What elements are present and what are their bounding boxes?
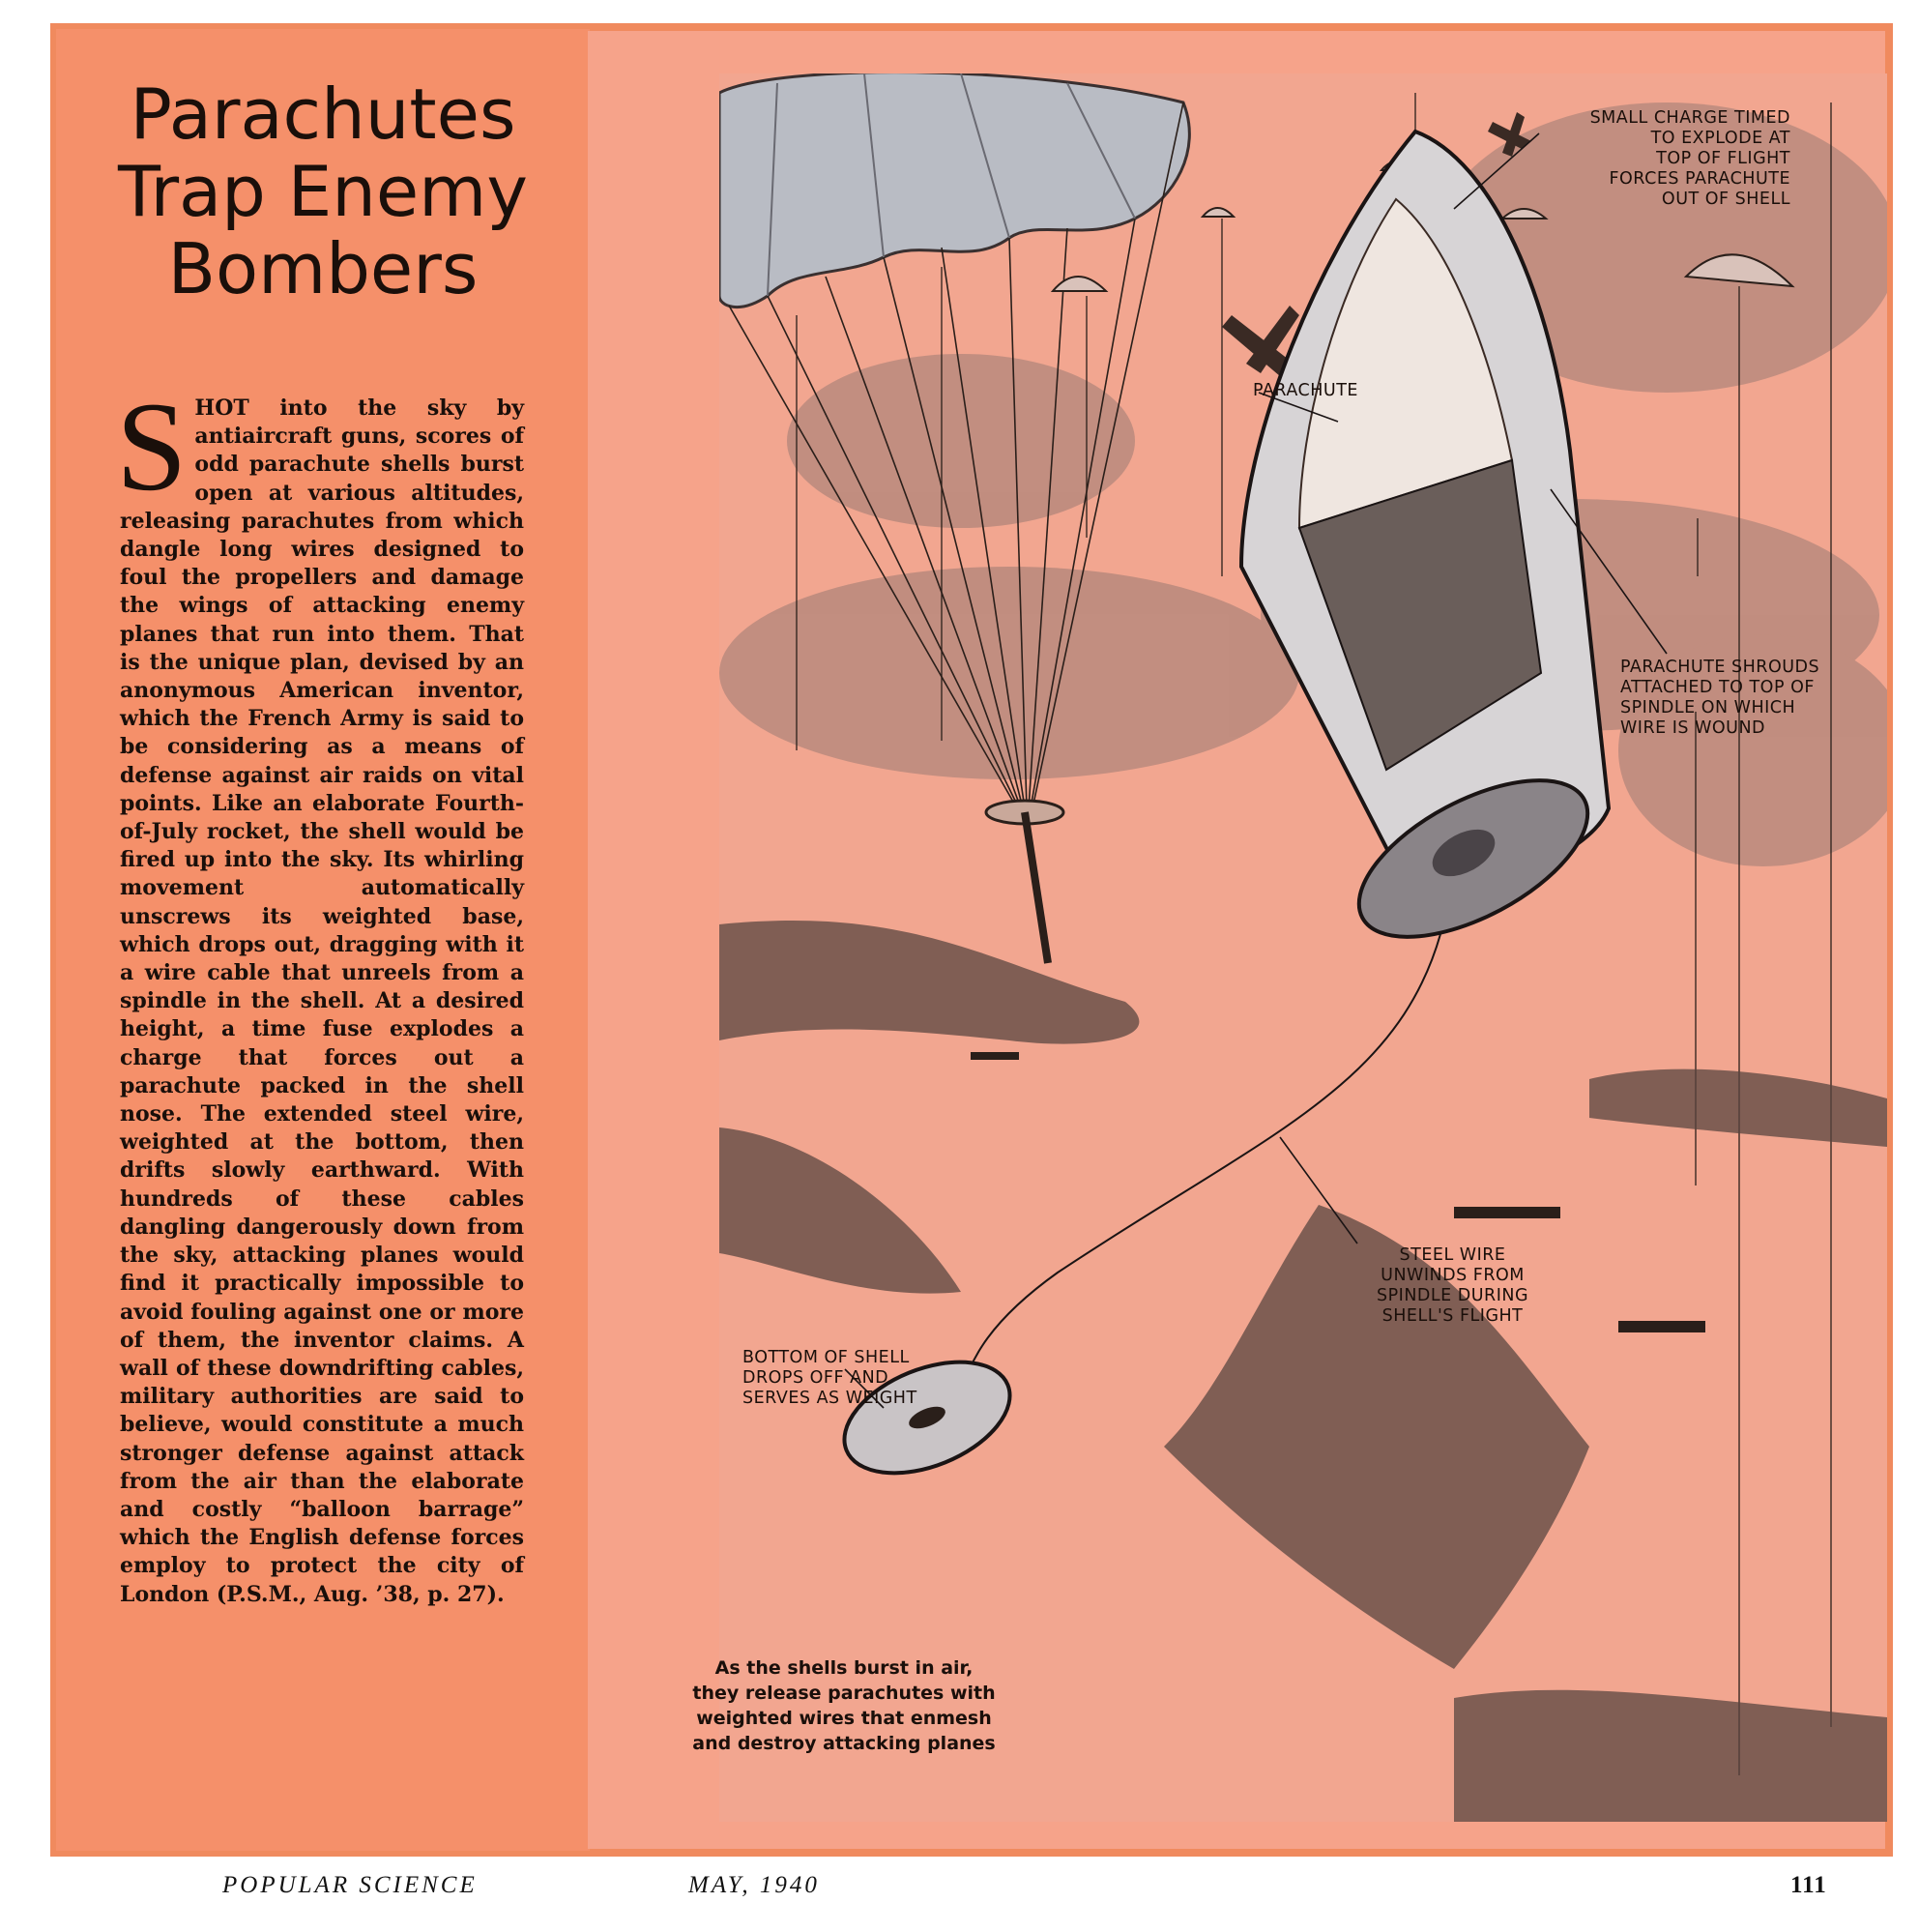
callout-shrouds: PARACHUTE SHROUDS ATTACHED TO TOP OF SPINDLE ON WHICH WIRE IS WOUND: [1620, 658, 1820, 738]
illustration-panel: [588, 31, 1885, 1849]
footer-page-number: 111: [1790, 1872, 1827, 1898]
callout-parachute: PARACHUTE: [1253, 381, 1358, 400]
headline-line-3: Bombers: [167, 228, 479, 309]
illustration: [719, 73, 1887, 1822]
callout-small-charge: SMALL CHARGE TIMED TO EXPLODE AT TOP OF FLIGHT FORCES PARACHUTE OUT OF SHELL: [1589, 108, 1790, 209]
illustration-artwork: [719, 73, 1887, 1822]
spindle-rod: [1025, 812, 1048, 963]
magazine-spread: [50, 23, 1893, 1857]
drop-cap: S: [116, 375, 188, 517]
text-column: [56, 29, 590, 1851]
footer-publication: POPULAR SCIENCE: [222, 1872, 478, 1898]
callout-steel-wire: STEEL WIRE UNWINDS FROM SPINDLE DURING SHELL'S FLIGHT: [1377, 1245, 1529, 1326]
illustration-caption: As the shells burst in air, they release parachutes with weighted wires that enmesh and destroy attacking planes: [692, 1657, 996, 1754]
article-body: [116, 375, 524, 1609]
headline-line-1: Parachutes: [130, 73, 516, 155]
footer-date: MAY, 1940: [688, 1872, 820, 1898]
parachute-canopy-large: [719, 73, 1189, 307]
article-text: HOT into the sky by antiaircraft guns, scores of odd parachute shells burst open at various altitudes, releasing parachutes from which dangle long wires designed to foul the propellers and damage the wings of attacking enemy planes that run into them. That is the unique plan, devised by an anonymous American inventor, which the French Army is said to be considering as a means of defense against air raids on vital points. Like an elaborate Fourth-of-July rocket, the shell would be fired up into the sky. Its whirling movement automatically unscrews its weighted base, which drops out, dragging with it a wire cable that unreels from a spindle in the shell. At a desired height, a time fuse explodes a charge that forces out a parachute packed in the shell nose. The extended steel wire, weighted at the bottom, then drifts slowly earthward. With hundreds of these cables dangling dangerously down from the sky, attacking planes would find it practically impossible to avoid fouling against one or more of them, the inventor claims. A wall of these downdrifting cables, military authorities are said to believe, would constitute a much stronger defense against attack from the air than the elaborate and costly “balloon barrage” which the English defense forces employ to protect the city of London (P.S.M., Aug. ’38, p. 27).: [120, 395, 524, 1607]
headline-line-2: Trap Enemy: [118, 151, 528, 232]
article-headline: [75, 75, 570, 307]
callout-bottom-shell: BOTTOM OF SHELL DROPS OFF AND SERVES AS WEIGHT: [742, 1348, 917, 1408]
